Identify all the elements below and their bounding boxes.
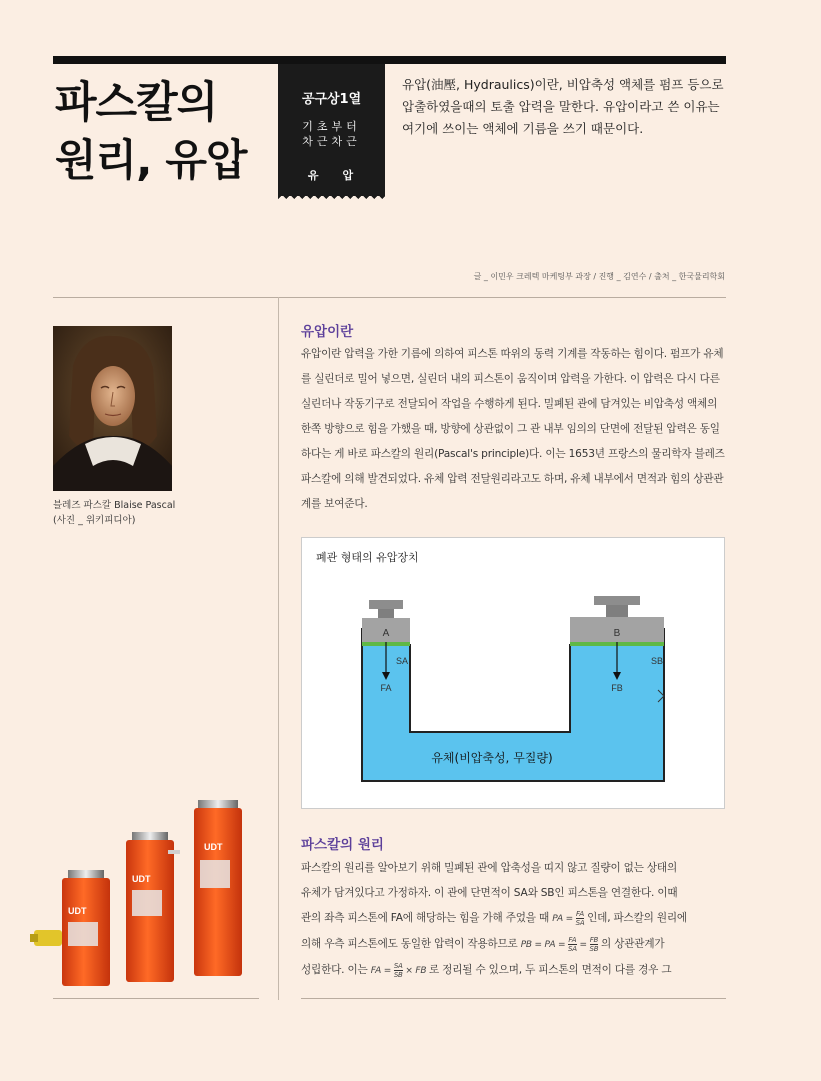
bottom-divider-left <box>53 998 259 999</box>
section-heading-hydraulics: 유압이란 <box>301 324 354 340</box>
eq-pa-denominator: SA <box>575 919 585 927</box>
eq-pb-equals: = <box>579 940 587 950</box>
eq-pb-den-a: SA <box>567 945 577 953</box>
pascal-line5-start: 성립한다. 이는 <box>301 964 368 976</box>
pascal-portrait <box>53 326 172 491</box>
force-a-label: FA <box>380 683 392 693</box>
eq-pa-fraction <box>576 910 585 927</box>
series-name: 공구상1열 <box>301 92 362 107</box>
area-b-label: SB <box>651 656 664 666</box>
eq-fa-lhs: FA = <box>370 966 392 976</box>
pascal-line3 <box>301 906 729 932</box>
eq-pb-num-a: FA <box>568 936 577 944</box>
eq-pb-num-b: FB <box>589 936 599 944</box>
section-body-hydraulics: 유압이란 압력을 가한 기름에 의하여 피스톤 따위의 동력 기계를 작동하는 힘이다. 펌프가 유체를 실린더로 밀어 넣으면, 실린더 내의 피스톤이 움직이며 압력을 가한다. 이 압력은 다시 다른 실린더나 작동기구로 전달되어 작업을 수행하게 된다. 밀폐된 관에 담겨있는 비압축성 액체의 한쪽 방향으로 힘을 가했을 때, 방향에 상관없이 그 관 내부 임의의 단면에 전달된 압력은 동일하다는 게 바로 파스칼의 원리(Pascal's principle)다. 이는 1653년 프랑스의 물리학자 블레즈 파스칼에 의해 발견되었다. 유체 압력 전달원리라고도 하며, 유체 내부에서 면적과 힘의 상관관계를 보여준다. <box>301 348 725 510</box>
pascal-line3-end: 인데, 파스칼의 원리에 <box>587 912 687 924</box>
section-body-pascal <box>301 856 729 984</box>
piston-b-label: B <box>613 628 621 639</box>
pascal-line2: 유체가 담겨있다고 가정하자. 이 관에 단면적이 SA와 SB인 피스톤을 연결한다. 이때 <box>301 887 678 899</box>
eq-pb-den-b: SB <box>589 945 599 953</box>
section-divider <box>53 297 726 298</box>
portrait-caption-line2: (사진 _ 위키피디아) <box>53 515 136 526</box>
eq-fa-fraction <box>394 962 403 979</box>
pascal-line3-start: 관의 좌측 피스톤에 FA에 해당하는 힘을 가해 주었을 때 <box>301 912 550 924</box>
series-topic: 유압 <box>307 169 378 182</box>
piston-a-rod <box>378 609 394 618</box>
eq-pb-lhs: PB = PA = <box>520 940 566 950</box>
series-tag <box>278 64 385 196</box>
section-heading-pascal: 파스칼의 원리 <box>301 837 384 853</box>
hydraulic-jacks-photo <box>28 790 258 990</box>
area-a-label: SA <box>396 656 409 666</box>
pascal-line4-end: 의 상관관계가 <box>601 938 665 950</box>
force-b-label: FB <box>611 683 623 693</box>
eq-fa-rhs: × FB <box>405 966 427 976</box>
jack-brand-short: UDT <box>68 906 87 916</box>
diagram-title: 폐관 형태의 유압장치 <box>316 551 419 564</box>
piston-a-plate <box>369 600 403 609</box>
equation-pa <box>552 910 587 927</box>
eq-fa-denominator: SB <box>393 971 403 979</box>
credit-line: 글 _ 이민우 크레텍 마케팅부 과장 / 진행 _ 김연수 / 출처 _ 한국물리학회 <box>473 272 725 281</box>
eq-pa-numerator: FA <box>576 910 585 918</box>
piston-b-rod <box>606 605 628 617</box>
page-title-line1: 파스칼의 <box>55 78 218 128</box>
pascal-line4 <box>301 932 729 958</box>
tag-zigzag-edge <box>278 195 385 202</box>
eq-pb-fraction-b <box>590 936 599 953</box>
piston-a-label: A <box>382 628 390 639</box>
eq-fa-numerator: SA <box>393 962 403 970</box>
bottom-divider-right <box>301 998 726 999</box>
hydraulic-diagram <box>301 537 725 809</box>
top-rule <box>53 56 726 64</box>
intro-text: 유압(油壓, Hydraulics)이란, 비압축성 액체를 펌프 등으로 압출하였을때의 토출 압력을 말한다. 유압이라고 쓴 이유는 여기에 쓰이는 액체에 기름을 쓰기 때문이다. <box>402 77 724 136</box>
column-divider <box>278 297 279 1000</box>
eq-pb-fraction-a <box>568 936 577 953</box>
pascal-line1: 파스칼의 원리를 알아보기 위해 밀폐된 관에 압축성을 띠지 않고 질량이 없는 상태의 <box>301 862 677 874</box>
page-title-line2: 원리, 유압 <box>55 136 247 186</box>
jack-brand-tall: UDT <box>204 842 223 852</box>
fluid-label: 유체(비압축성, 무질량) <box>431 751 553 765</box>
series-subtitle: 기초부터 차근차근 <box>302 120 361 148</box>
pascal-line5-end: 로 정리될 수 있으며, 두 피스톤의 면적이 다를 경우 그 <box>428 964 672 976</box>
pascal-line4-start: 의해 우측 피스톤에도 동일한 압력이 작용하므로 <box>301 938 518 950</box>
portrait-caption-line1: 블레즈 파스칼 Blaise Pascal <box>53 500 176 511</box>
equation-fa <box>370 962 429 979</box>
portrait-caption <box>53 498 175 528</box>
jack-brand-mid: UDT <box>132 874 151 884</box>
piston-b-plate <box>594 596 640 605</box>
pascal-line5 <box>301 958 729 984</box>
page-title <box>55 74 280 190</box>
eq-pa-lhs: PA = <box>552 914 573 924</box>
diagram-svg <box>302 538 726 810</box>
equation-pb <box>520 936 601 953</box>
